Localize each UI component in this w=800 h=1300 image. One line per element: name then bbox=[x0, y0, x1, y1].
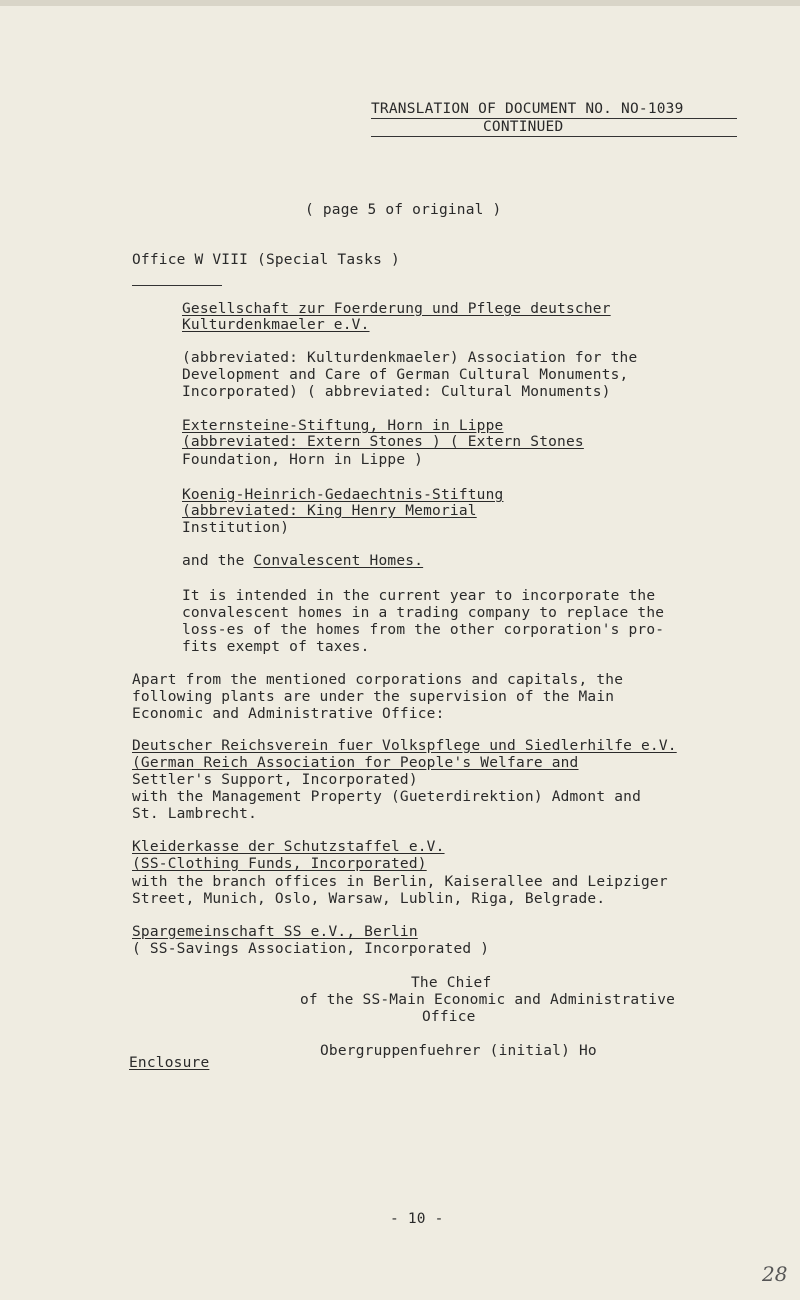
original-page-ref: ( page 5 of original ) bbox=[305, 202, 502, 218]
signature-office: of the SS-Main Economic and Administrative bbox=[300, 992, 676, 1008]
signature-rank: Obergruppenfuehrer (initial) Ho bbox=[320, 1043, 597, 1059]
intended-paragraph: convalescent homes in a trading company to replace the bbox=[182, 605, 665, 621]
spargemeinschaft-translation: ( SS-Savings Association, Incorporated ) bbox=[132, 941, 490, 957]
page-number: - 10 - bbox=[390, 1211, 444, 1227]
spargemeinschaft-name: Spargemeinschaft SS e.V., Berlin bbox=[132, 924, 418, 940]
intended-paragraph: loss-es of the homes from the other corporation's pro- bbox=[182, 622, 665, 638]
document-title: TRANSLATION OF DOCUMENT NO. NO-1039 bbox=[371, 101, 684, 117]
gesellschaft-translation: Development and Care of German Cultural Monuments, bbox=[182, 367, 629, 383]
kleiderkasse-translation: (SS-Clothing Funds, Incorporated) bbox=[132, 856, 427, 872]
koenig-translation: Institution) bbox=[182, 520, 290, 536]
intended-paragraph: fits exempt of taxes. bbox=[182, 639, 370, 655]
gesellschaft-translation: Incorporated) ( abbreviated: Cultural Monuments) bbox=[182, 384, 611, 400]
externsteine-translation: Foundation, Horn in Lippe ) bbox=[182, 452, 424, 468]
apart-paragraph: Economic and Administrative Office: bbox=[132, 706, 445, 722]
page-edge bbox=[0, 0, 800, 6]
signature-office: Office bbox=[422, 1009, 476, 1025]
externsteine-translation: (abbreviated: Extern Stones ) ( Extern Stones bbox=[182, 434, 584, 450]
enclosure-label: Enclosure bbox=[129, 1055, 210, 1071]
convalescent-line bbox=[182, 553, 423, 569]
reichsverein-name: Deutscher Reichsverein fuer Volkspflege und Siedlerhilfe e.V. bbox=[132, 738, 677, 754]
convalescent-name: Convalescent Homes. bbox=[253, 553, 424, 569]
handwritten-page-number: 28 bbox=[762, 1262, 788, 1286]
kleiderkasse-name: Kleiderkasse der Schutzstaffel e.V. bbox=[132, 839, 445, 855]
gesellschaft-translation: (abbreviated: Kulturdenkmaeler) Association for the bbox=[182, 350, 638, 366]
office-heading: Office W VIII (Special Tasks ) bbox=[132, 252, 400, 268]
section-divider bbox=[132, 285, 222, 286]
gesellschaft-name: Gesellschaft zur Foerderung und Pflege deutscher bbox=[182, 301, 611, 317]
apart-paragraph: following plants are under the supervision of the Main bbox=[132, 689, 615, 705]
reichsverein-detail: with the Management Property (Gueterdirektion) Admont and bbox=[132, 789, 641, 805]
reichsverein-translation: Settler's Support, Incorporated) bbox=[132, 772, 418, 788]
kleiderkasse-detail: with the branch offices in Berlin, Kaiserallee and Leipziger bbox=[132, 874, 668, 890]
externsteine-name: Externsteine-Stiftung, Horn in Lippe bbox=[182, 418, 504, 434]
koenig-translation: (abbreviated: King Henry Memorial bbox=[182, 503, 477, 519]
reichsverein-translation: (German Reich Association for People's Welfare and bbox=[132, 755, 579, 771]
signature-title: The Chief bbox=[411, 975, 492, 991]
apart-paragraph: Apart from the mentioned corporations and capitals, the bbox=[132, 672, 624, 688]
intended-paragraph: It is intended in the current year to incorporate the bbox=[182, 588, 656, 604]
reichsverein-detail: St. Lambrecht. bbox=[132, 806, 258, 822]
convalescent-prefix: and the bbox=[182, 553, 254, 569]
continued-label: CONTINUED bbox=[483, 119, 564, 135]
continued-underline bbox=[371, 136, 737, 137]
koenig-name: Koenig-Heinrich-Gedaechtnis-Stiftung bbox=[182, 487, 504, 503]
kleiderkasse-detail: Street, Munich, Oslo, Warsaw, Lublin, Riga, Belgrade. bbox=[132, 891, 606, 907]
gesellschaft-name-cont: Kulturdenkmaeler e.V. bbox=[182, 317, 370, 333]
